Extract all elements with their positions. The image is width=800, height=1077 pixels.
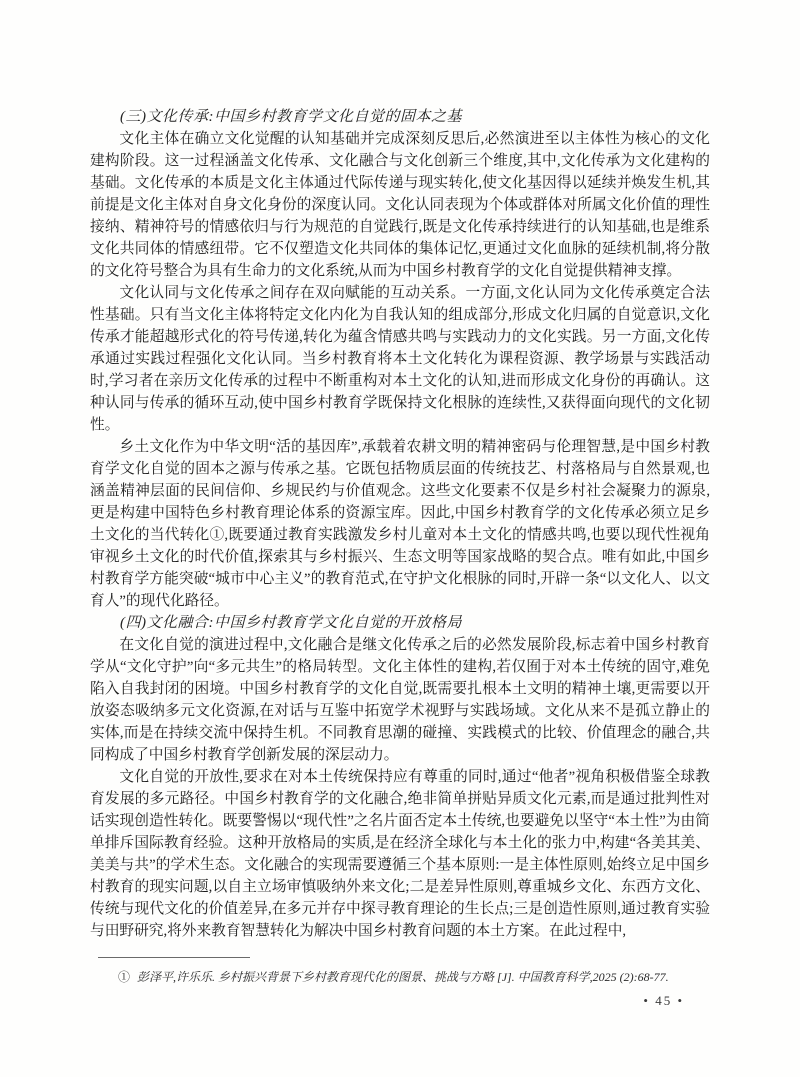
footnote (90, 969, 710, 986)
footnote-divider (98, 957, 250, 958)
paragraph: 文化自觉的开放性,要求在对本土传统保持应有尊重的同时,通过“他者”视角积极借鉴全球教育发展的多元路径。中国乡村教育学的文化融合,绝非简单拼贴异质文化元素,而是通过批判性对话实现创造性转化。既要警惕以“现代性”之名片面否定本土传统,也要避免以坚守“本土性”为由简单排斥国际教育经验。这种开放格局的实质,是在经济全球化与本土化的张力中,构建“各美其美、美美与共”的学术生态。文化融合的实现需要遵循三个基本原则:一是主体性原则,始终立足中国乡村教育的现实问题,以自主立场审慎吸纳外来文化;二是差异性原则,尊重城乡文化、东西方文化、传统与现代文化的价值差异,在多元并存中探寻教育理论的生长点;三是创造性原则,通过教育实验与田野研究,将外来教育智慧转化为解决中国乡村教育问题的本土方案。在此过程中, (90, 769, 710, 939)
section-heading-3: (三)文化传承:中国乡村教育学文化自觉的固本之基 (120, 109, 462, 125)
footnote-area (90, 957, 710, 986)
footnote-marker: ① (118, 970, 131, 984)
paragraph: 文化认同与文化传承之间存在双向赋能的互动关系。一方面,文化认同为文化传承奠定合法性基础。只有当文化主体将特定文化内化为自我认知的组成部分,形成文化归属的自觉意识,文化传承才能超越形式化的符号传递,转化为蕴含情感共鸣与实践动力的文化实践。另一方面,文化传承通过实践过程强化文化认同。当乡村教育将本土文化转化为课程资源、教学场景与实践活动时,学习者在亲历文化传承的过程中不断重构对本土文化的认知,进而形成文化身份的再确认。这种认同与传承的循环互动,使中国乡村教育学既保持文化根脉的连续性,又获得面向现代的文化韧性。 (90, 285, 710, 433)
footnote-text: 彭泽平,许乐乐. 乡村振兴背景下乡村教育现代化的图景、挑战与方略 [J]. 中国教育科学,2025 (2):68-77. (137, 970, 669, 984)
paragraph: 在文化自觉的演进过程中,文化融合是继文化传承之后的必然发展阶段,标志着中国乡村教育学从“文化守护”向“多元共生”的格局转型。文化主体性的建构,若仅囿于对本土传统的固守,难免陷入自我封闭的困境。中国乡村教育学的文化自觉,既需要扎根本土文明的精神土壤,更需要以开放姿态吸纳多元文化资源,在对话与互鉴中拓宽学术视野与实践场域。文化从来不是孤立静止的实体,而是在持续交流中保持生机。不同教育思潮的碰撞、实践模式的比较、价值理念的融合,共同构成了中国乡村教育学创新发展的深层动力。 (90, 637, 710, 763)
section-heading-4: (四)文化融合:中国乡村教育学文化自觉的开放格局 (120, 615, 462, 631)
paragraph: 文化主体在确立文化觉醒的认知基础并完成深刻反思后,必然演进至以主体性为核心的文化建构阶段。这一过程涵盖文化传承、文化融合与文化创新三个维度,其中,文化传承为文化建构的基础。文化传承的本质是文化主体通过代际传递与现实转化,使文化基因得以延续并焕发生机,其前提是文化主体对自身文化身份的深度认同。文化认同表现为个体或群体对所属文化价值的理性接纳、精神符号的情感依归与行为规范的自觉践行,既是文化传承持续进行的认知基础,也是维系文化共同体的情感纽带。它不仅塑造文化共同体的集体记忆,更通过文化血脉的延续机制,将分散的文化符号整合为具有生命力的文化系统,从而为中国乡村教育学的文化自觉提供精神支撑。 (90, 131, 710, 279)
page-number: • 45 • (643, 993, 684, 1008)
paragraph: 乡土文化作为中华文明“活的基因库”,承载着农耕文明的精神密码与伦理智慧,是中国乡村教育学文化自觉的固本之源与传承之基。它既包括物质层面的传统技艺、村落格局与自然景观,也涵盖精神层面的民间信仰、乡规民约与价值观念。这些文化要素不仅是乡村社会凝聚力的源泉,更是构建中国特色乡村教育理论体系的资源宝库。因此,中国乡村教育学的文化传承必须立足乡土文化的当代转化①,既要通过教育实践激发乡村儿童对本土文化的情感共鸣,也要以现代性视角审视乡土文化的时代价值,探索其与乡村振兴、生态文明等国家战略的契合点。唯有如此,中国乡村教育学方能突破“城市中心主义”的教育范式,在守护文化根脉的同时,开辟一条“以文化人、以文育人”的现代化路径。 (90, 439, 710, 609)
